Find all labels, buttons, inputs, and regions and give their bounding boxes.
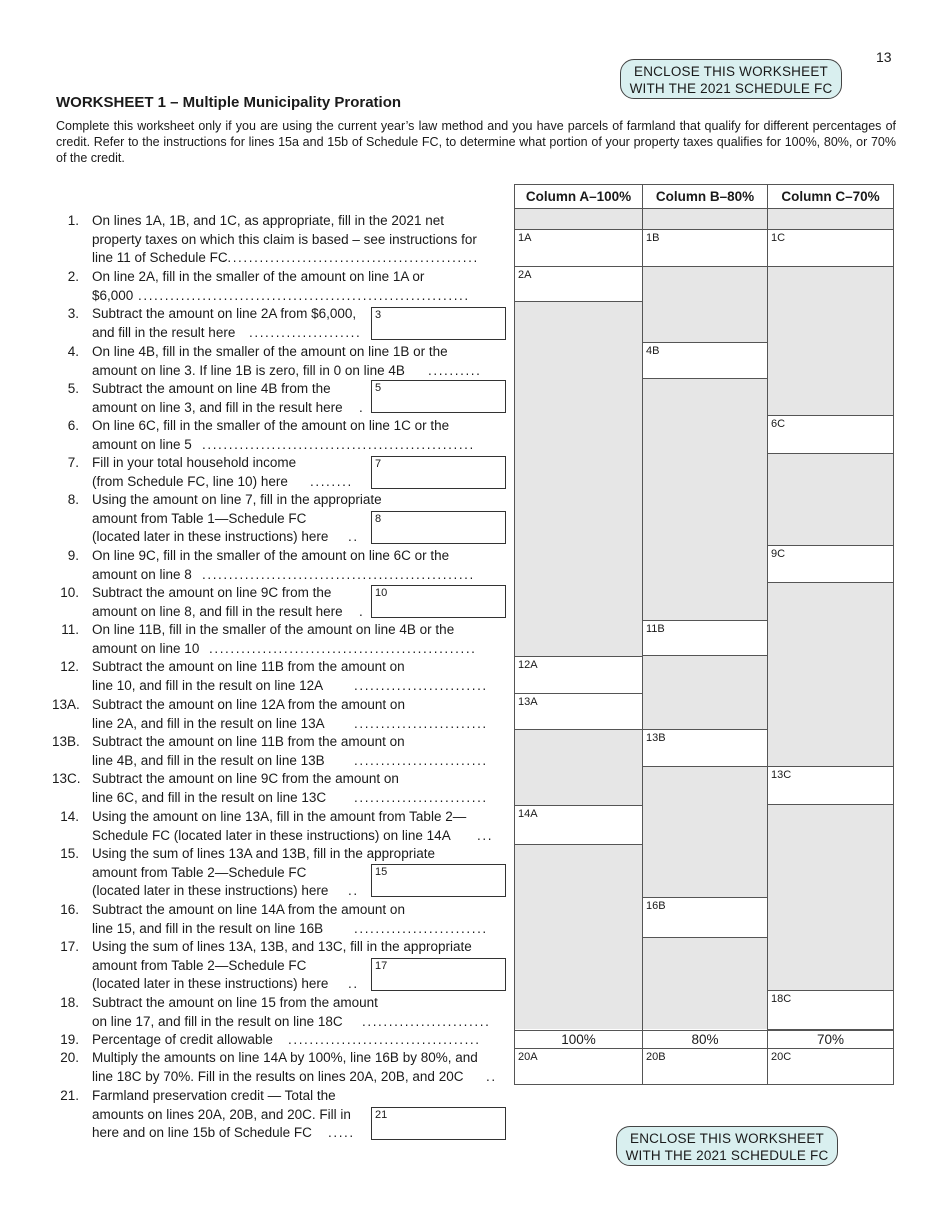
line-12a-box[interactable]: 12A xyxy=(515,656,642,694)
line-number: 7. xyxy=(67,455,79,470)
line-text: Subtract the amount on line 9C from the xyxy=(92,585,332,600)
leader-dots: ......................... xyxy=(354,715,488,731)
percentage-b: 80% xyxy=(643,1031,767,1048)
line-text: amount from Table 1—Schedule FC xyxy=(92,510,307,526)
enclose-notice-line2: WITH THE 2021 SCHEDULE FC xyxy=(625,1148,829,1163)
line-text: line 6C, and fill in the result on line 13C xyxy=(92,789,327,805)
column-divider-ab xyxy=(642,184,643,1085)
line-number: 19. xyxy=(60,1032,79,1047)
leader-dots: ................................................ xyxy=(222,250,479,266)
line-text: On line 11B, fill in the smaller of the amount on line 4B or the xyxy=(92,622,455,637)
line-text: amount on line 10 xyxy=(92,640,200,656)
line-text: (located later in these instructions) here xyxy=(92,883,329,899)
line-8-input-box[interactable]: 8 xyxy=(371,511,506,544)
intro-text: Complete this worksheet only if you are using the current year’s law method and you have parcels of farmland that qualify for different percentages of credit. Refer to the instructions for lines 15a and 15b of Schedule FC, to determine what portion of your property taxes qualifies for 100%, 80%, or 70% of the credit. xyxy=(56,119,896,165)
line-text: line 2A, and fill in the result on line 13A xyxy=(92,715,325,731)
line-1a-box[interactable]: 1A xyxy=(515,229,642,267)
line-text: amount on line 3, and fill in the result here xyxy=(92,399,343,415)
line-5-input-box[interactable]: 5 xyxy=(371,380,506,413)
enclose-notice-line1: ENCLOSE THIS WORKSHEET xyxy=(634,64,828,79)
line-number: 17. xyxy=(60,939,79,954)
column-c-shading xyxy=(768,209,893,1029)
line-3-input-box[interactable]: 3 xyxy=(371,307,506,340)
line-text: line 15, and fill in the result on line 16B xyxy=(92,920,324,936)
percentage-a: 100% xyxy=(515,1031,642,1048)
leader-dots: ......................... xyxy=(354,920,488,936)
line-number: 1. xyxy=(67,213,79,228)
header-divider xyxy=(514,208,894,209)
leader-dots: .......... xyxy=(428,362,482,378)
line-text: Subtract the amount on line 15 from the amount xyxy=(92,995,378,1010)
line-13c-box[interactable]: 13C xyxy=(768,766,893,805)
leader-dots: ........................ xyxy=(362,1013,491,1029)
leader-dots: . xyxy=(359,399,365,415)
column-a-header: Column A–100% xyxy=(515,185,642,209)
line-text: Subtract the amount on line 9C from the amount on xyxy=(92,771,399,786)
line-number: 20. xyxy=(60,1050,79,1065)
page-number: 13 xyxy=(876,49,892,65)
line-16b-box[interactable]: 16B xyxy=(643,897,767,938)
line-text: Using the amount on line 13A, fill in the amount from Table 2— xyxy=(92,809,467,824)
line-13b-box[interactable]: 13B xyxy=(643,729,767,767)
line-text: On lines 1A, 1B, and 1C, as appropriate, fill in the 2021 net xyxy=(92,213,444,228)
line-number: 3. xyxy=(67,306,79,321)
line-1b-box[interactable]: 1B xyxy=(643,229,767,267)
line-15-input-box[interactable]: 15 xyxy=(371,864,506,897)
line-text: Using the sum of lines 13A, 13B, and 13C, fill in the appropriate xyxy=(92,939,472,954)
line-number: 5. xyxy=(67,381,79,396)
line-9c-box[interactable]: 9C xyxy=(768,545,893,583)
line-13a-box[interactable]: 13A xyxy=(515,693,642,730)
line-text: line 18C by 70%. Fill in the results on lines 20A, 20B, and 20C xyxy=(92,1068,464,1084)
line-text: Using the amount on line 7, fill in the appropriate xyxy=(92,492,382,507)
line-21-input-box[interactable]: 21 xyxy=(371,1107,506,1140)
line-text: On line 4B, fill in the smaller of the amount on line 1B or the xyxy=(92,344,448,359)
line-text: Multiply the amounts on line 14A by 100%, line 16B by 80%, and xyxy=(92,1050,478,1065)
line-text: here and on line 15b of Schedule FC xyxy=(92,1125,312,1141)
line-text: Subtract the amount on line 12A from the amount on xyxy=(92,697,405,712)
line-17-input-box[interactable]: 17 xyxy=(371,958,506,991)
line-number: 21. xyxy=(60,1088,79,1103)
line-text: amount on line 8, and fill in the result here xyxy=(92,603,343,619)
line-number: 13C. xyxy=(52,771,81,786)
column-b-header: Column B–80% xyxy=(643,185,767,209)
line-20a-box[interactable]: 20A xyxy=(515,1049,642,1084)
line-text: On line 6C, fill in the smaller of the amount on line 1C or the xyxy=(92,418,450,433)
line-text: Schedule FC (located later in these instructions) on line 14A xyxy=(92,827,451,843)
leader-dots: .. xyxy=(348,976,359,992)
column-divider-bc xyxy=(767,184,768,1085)
line-number: 10. xyxy=(60,585,79,600)
line-text: amount from Table 2—Schedule FC xyxy=(92,957,307,973)
line-number: 13B. xyxy=(52,734,80,749)
line-text: amount on line 5 xyxy=(92,436,192,452)
line-4b-box[interactable]: 4B xyxy=(643,342,767,379)
line-text: (from Schedule FC, line 10) here xyxy=(92,473,288,489)
line-text: line 4B, and fill in the result on line 13B xyxy=(92,752,325,768)
line-text: amount on line 8 xyxy=(92,566,192,582)
enclose-notice-line1: ENCLOSE THIS WORKSHEET xyxy=(630,1131,824,1146)
leader-dots: ..... xyxy=(328,1125,355,1141)
line-number: 6. xyxy=(67,418,79,433)
leader-dots: ......................... xyxy=(354,789,488,805)
percentage-c: 70% xyxy=(768,1031,893,1048)
line-number: 16. xyxy=(60,902,79,917)
line-number: 15. xyxy=(60,846,79,861)
line-text: Subtract the amount on line 11B from the amount on xyxy=(92,734,405,749)
line-20b-box[interactable]: 20B xyxy=(643,1049,767,1084)
leader-dots: .. xyxy=(348,883,359,899)
leader-dots: .................................................. xyxy=(209,640,477,656)
line-number: 14. xyxy=(60,809,79,824)
line-10-input-box[interactable]: 10 xyxy=(371,585,506,618)
enclose-notice-bottom xyxy=(616,1126,838,1166)
percentage-row-top xyxy=(514,1030,894,1031)
leader-dots: .. xyxy=(348,529,359,545)
line-14a-box[interactable]: 14A xyxy=(515,805,642,845)
line-text: line 10, and fill in the result on line 12A xyxy=(92,677,324,693)
line-number: 11. xyxy=(61,622,79,637)
line-text: Subtract the amount on line 11B from the amount on xyxy=(92,659,405,674)
line-text: Using the sum of lines 13A and 13B, fill in the appropriate xyxy=(92,846,435,861)
line-number: 4. xyxy=(67,344,79,359)
leader-dots: .................................... xyxy=(288,1032,481,1047)
enclose-notice-line2: WITH THE 2021 SCHEDULE FC xyxy=(629,81,833,96)
line-text: amounts on lines 20A, 20B, and 20C. Fill in xyxy=(92,1106,351,1122)
column-c-header: Column C–70% xyxy=(768,185,893,209)
line-7-input-box[interactable]: 7 xyxy=(371,456,506,489)
line-text: amount from Table 2—Schedule FC xyxy=(92,864,307,880)
line-20c-box[interactable]: 20C xyxy=(768,1049,893,1084)
line-text: property taxes on which this claim is based – see instructions for xyxy=(92,231,477,247)
leader-dots: . xyxy=(359,603,365,619)
line-text: (located later in these instructions) here xyxy=(92,976,329,992)
leader-dots: ........ xyxy=(310,473,353,489)
line-18c-box[interactable]: 18C xyxy=(768,990,893,1030)
column-a-shading xyxy=(515,209,642,1029)
leader-dots: ................................................... xyxy=(202,436,475,452)
line-text: Subtract the amount on line 14A from the amount on xyxy=(92,902,405,917)
leader-dots: .. xyxy=(486,1068,497,1084)
line-number: 12. xyxy=(60,659,79,674)
line-text: Farmland preservation credit — Total the xyxy=(92,1088,336,1103)
line-text: line 11 of Schedule FC xyxy=(92,250,228,266)
leader-dots: ................................................... xyxy=(202,566,475,582)
line-text: On line 2A, fill in the smaller of the amount on line 1A or xyxy=(92,269,425,284)
line-text: $6,000 xyxy=(92,287,134,303)
line-2a-box[interactable]: 2A xyxy=(515,266,642,302)
line-text: (located later in these instructions) here xyxy=(92,529,329,545)
line-6c-box[interactable]: 6C xyxy=(768,415,893,454)
line-text: amount on line 3. If line 1B is zero, fill in 0 on line 4B xyxy=(92,362,405,378)
leader-dots: ......................... xyxy=(354,677,488,693)
line-text: and fill in the result here xyxy=(92,324,236,340)
line-1c-box[interactable]: 1C xyxy=(768,229,893,267)
worksheet-title: WORKSHEET 1 – Multiple Municipality Proration xyxy=(56,94,402,111)
leader-dots: ..................... xyxy=(249,324,362,340)
enclose-notice-top xyxy=(620,59,842,99)
leader-dots: ... xyxy=(477,827,494,843)
line-text: Percentage of credit allowable xyxy=(92,1032,273,1047)
line-number: 13A. xyxy=(52,697,80,712)
line-number: 18. xyxy=(60,995,79,1010)
line-11b-box[interactable]: 11B xyxy=(643,620,767,656)
line-number: 8. xyxy=(67,492,79,507)
line-text: Subtract the amount on line 2A from $6,000, xyxy=(92,306,357,321)
leader-dots: ......................... xyxy=(354,752,488,768)
line-text: On line 9C, fill in the smaller of the amount on line 6C or the xyxy=(92,548,450,563)
leader-dots: .............................................................. xyxy=(138,287,470,303)
line-text: on line 17, and fill in the result on line 18C xyxy=(92,1013,343,1029)
line-text: Fill in your total household income xyxy=(92,455,297,470)
line-text: Subtract the amount on line 4B from the xyxy=(92,381,331,396)
line-number: 9. xyxy=(67,548,79,563)
line-number: 2. xyxy=(67,269,79,284)
